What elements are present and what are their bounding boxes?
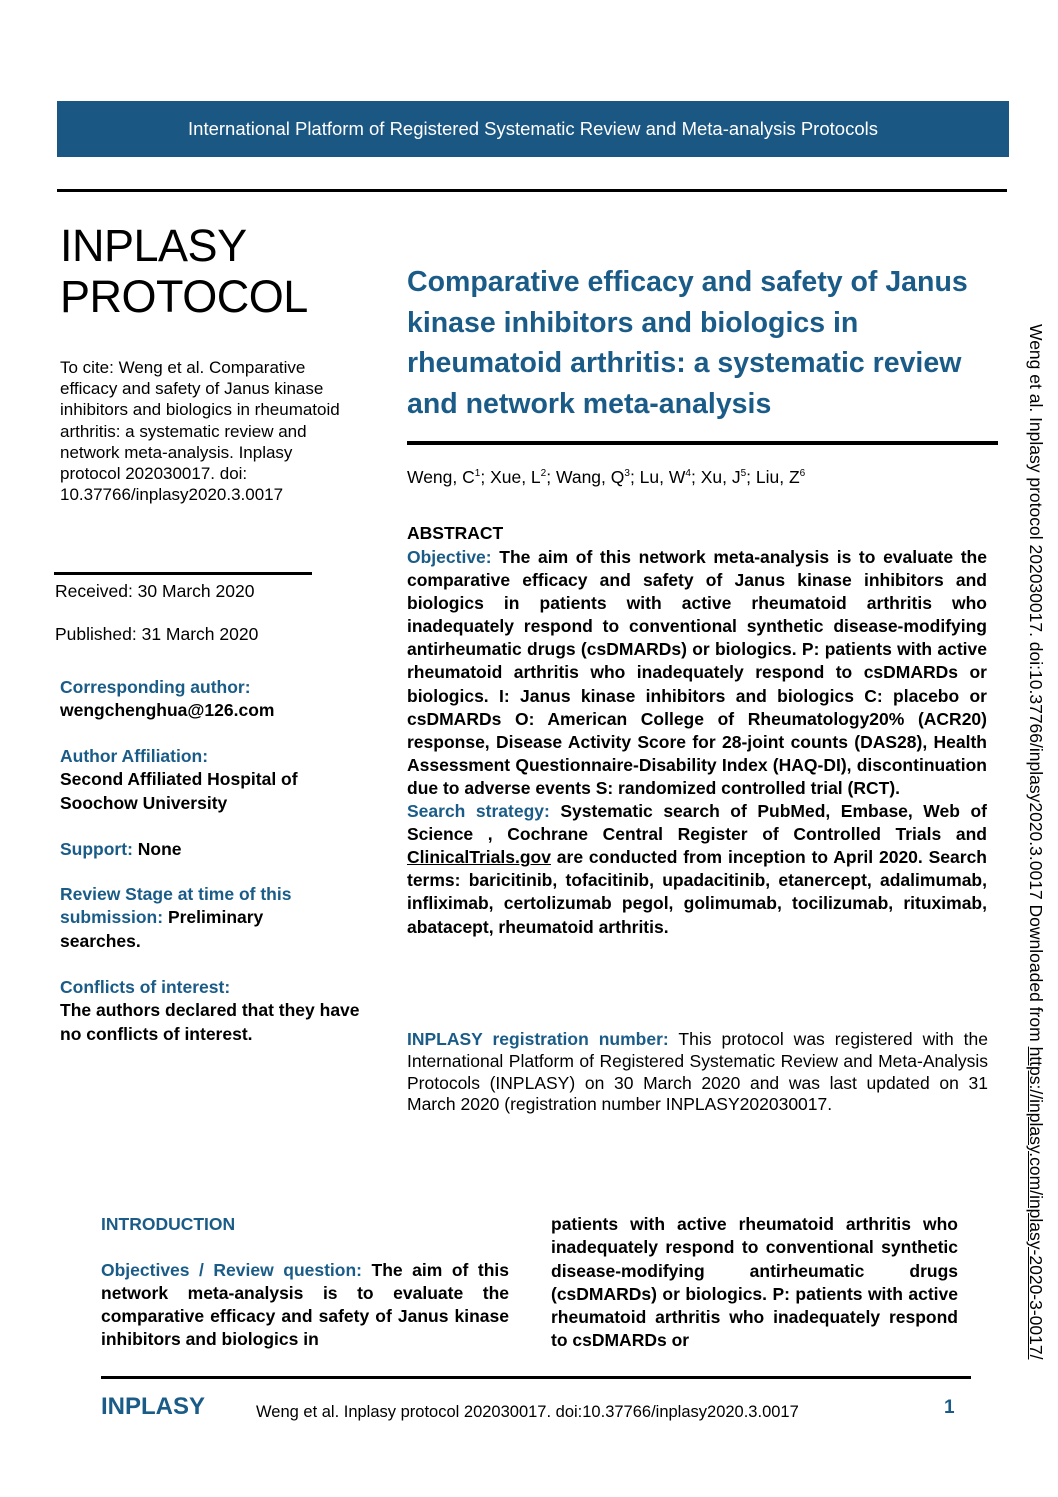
published-date: Published: 31 March 2020 — [55, 624, 259, 644]
author: Liu, $Z^6$ — [755, 467, 806, 487]
introduction-right-column: patients with active rheumatoid arthritis who inadequately respond to conventional synthetic disease-modifying antirheumatic drugs (csDMARDs) or biologics. P: patients with active rheumatoid arthritis who inadequately respond to csDMARDs or — [551, 1214, 958, 1351]
paper-title: Comparative efficacy and safety of Janus kinase inhibitors and biologics in rheumatoid arthritis: a systematic review and network meta-analysis — [407, 266, 968, 420]
abstract-heading: ABSTRACT — [407, 523, 504, 543]
top-divider — [57, 189, 1007, 192]
footer-brand: INPLASY — [101, 1393, 206, 1420]
support — [60, 838, 360, 861]
affiliation-value: Second Affiliated Hospital of Soochow University — [60, 769, 298, 813]
search-strategy-text: Systematic search of PubMed, Embase, Web of Science , Cochrane Central Register of Controlled Trials and — [407, 801, 987, 845]
corresponding-author-label: Corresponding author: — [60, 677, 251, 697]
registration — [407, 1029, 988, 1116]
corresponding-author — [60, 676, 360, 723]
objectives-text: The aim of this network meta-analysis is to evaluate the comparative efficacy and safety of Janus kinase inhibitors and biologics in — [101, 1260, 509, 1350]
brand-line-1: INPLASY — [60, 220, 247, 271]
introduction-left-column — [101, 1259, 509, 1351]
brand-line-2: PROTOCOL — [60, 271, 308, 322]
author: Wang, $Q^3$ — [555, 467, 630, 487]
review-stage-label: Review Stage at time of this submission: — [60, 884, 292, 928]
side-note-text: Weng et al. Inplasy protocol 202030017. doi:10.37766/inplasy2020.3.0017 Downloaded from — [1026, 324, 1046, 1042]
citation-text: To cite: Weng et al. Comparative efficacy and safety of Janus kinase inhibitors and biologics in rheumatoid arthritis: a systematic review and network meta-analysis. Inplasy protocol 202030017. doi: 10.37766/inplasy2020.3.0017 — [60, 358, 340, 505]
side-download-note — [1025, 324, 1046, 1359]
footer-citation: Weng et al. Inplasy protocol 202030017. doi:10.37766/inplasy2020.3.0017 — [256, 1403, 799, 1421]
title-divider — [407, 441, 998, 445]
review-stage-value: Preliminary searches. — [60, 907, 264, 951]
abstract-body — [407, 546, 987, 939]
search-strategy-label: Search strategy: — [407, 801, 550, 822]
platform-banner — [57, 101, 1009, 157]
search-strategy-text-2: are conducted from inception to April 2020. Search terms: baricitinib, tofacitinib, upadacitinib, etanercept, adalimumab, infliximab, certolizumab pegol, golimumab, tocilizumab, rituximab, abatacept, rheumatoid arthritis. — [407, 847, 987, 937]
footer-divider — [101, 1376, 971, 1379]
objective-label: Objective: — [407, 547, 492, 567]
author: Lu, $W^4$ — [639, 467, 691, 487]
side-note-link[interactable]: https://inplasy.com/inplasy-2020-3-0017/ — [1026, 1046, 1046, 1360]
brand-heading — [60, 220, 308, 322]
conflicts-of-interest — [60, 976, 360, 1046]
clinicaltrials-link[interactable]: ClinicalTrials.gov — [407, 847, 551, 868]
received-date: Received: 30 March 2020 — [55, 581, 255, 601]
author-list: Weng, $C^1$; Xue, $L^2$; Wang, $Q^3$; Lu, $W^4$; Xu, $J^5$; Liu, $Z^6$ — [407, 467, 806, 487]
author: Xu, $J^5$ — [700, 467, 747, 487]
support-label: Support: — [60, 839, 133, 859]
corresponding-author-email[interactable]: wengchenghua@126.com — [60, 700, 275, 721]
author: Xue, $L^2$ — [490, 467, 547, 487]
objective-text: The aim of this network meta-analysis is to evaluate the comparative efficacy and safety of Janus kinase inhibitors and biologics in patients with active rheumatoid arthritis who inadequately respond to conventional synthetic disease-modifying antirheumatic drugs (csDMARDs) or biologics. P: patients with active rheumatoid arthritis who inadequately respond to csDMARDs or biologics. I: Janus kinase inhibitors and biologics C: placebo or csDMARDs O: American College of Rheumatology20% (ACR20) response, Disease Activity Score for 28-joint counts (DAS28), Health Assessment Questionnaire-Disability Index (HAQ-DI), discontinuation due to adverse events S: randomized controlled trial (RCT). — [407, 547, 987, 798]
conflicts-label: Conflicts of interest: — [60, 977, 231, 997]
conflicts-value: The authors declared that they have no conflicts of interest. — [60, 1000, 360, 1044]
registration-label: INPLASY registration number: — [407, 1029, 669, 1049]
left-divider — [54, 572, 312, 575]
author-affiliation — [60, 745, 360, 815]
banner-text: International Platform of Registered Systematic Review and Meta-analysis Protocols — [188, 118, 878, 139]
review-stage — [60, 883, 335, 953]
page-number: 1 — [944, 1397, 955, 1418]
support-value: None — [137, 839, 182, 859]
introduction-heading: INTRODUCTION — [101, 1214, 236, 1234]
registration-text: This protocol was registered with the International Platform of Registered Systematic Review and Meta-Analysis Protocols (INPLASY) on 30 March 2020 and was last updated on 31 March 2020 (registration number INPLASY202030017. — [407, 1029, 988, 1115]
objectives-label: Objectives / Review question: — [101, 1260, 362, 1280]
author: Weng, $C^1$ — [407, 467, 481, 487]
affiliation-label: Author Affiliation: — [60, 746, 209, 766]
